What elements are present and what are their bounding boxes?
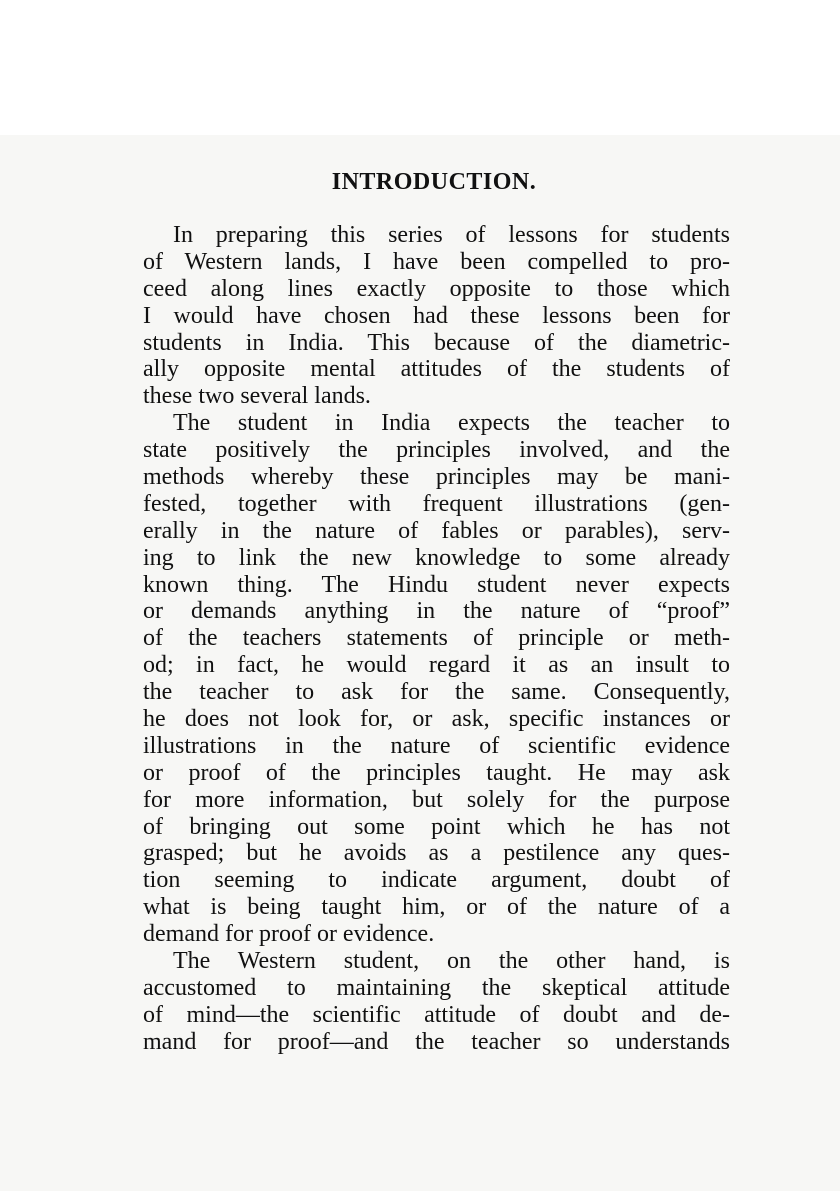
paragraph-3 [143,948,730,1056]
text-line: ally opposite mental attitudes of the students of [143,356,730,383]
paragraph-2 [143,410,730,948]
text-line: of mind—the scientific attitude of doubt and de- [143,1001,730,1028]
text-line: erally in the nature of fables or parables), serv- [143,517,730,544]
text-line: tion seeming to indicate argument, doubt of [143,867,730,894]
text-line: In preparing this series of lessons for students [173,222,730,248]
text-line: of Western lands, I have been compelled to pro- [143,248,730,275]
text-line: he does not look for, or ask, specific instances or [143,706,730,733]
text-line: of bringing out some point which he has not [143,813,730,840]
text-line: or demands anything in the nature of “proof” [143,598,730,625]
text-line: od; in fact, he would regard it as an insult to [143,652,730,679]
text-line: for more information, but solely for the purpose [143,786,730,813]
text-line: illustrations in the nature of scientific evidence [143,732,730,759]
text-line: demand for proof or evidence. [143,921,435,948]
text-line: The student in India expects the teacher to [173,410,730,437]
text-line: grasped; but he avoids as a pestilence any ques- [143,840,730,867]
text-line: or proof of the principles taught. He may ask [143,759,730,786]
chapter-heading: INTRODUCTION. [331,169,537,195]
text-line: ing to link the new knowledge to some already [143,544,730,571]
text-line: known thing. The Hindu student never expects [143,571,730,598]
text-line: methods whereby these principles may be mani- [143,464,730,491]
text-line: mand for proof—and the teacher so understands [143,1028,730,1055]
text-line: of the teachers statements of principle or meth- [143,625,730,652]
text-line: students in India. This because of the diametric- [143,329,730,356]
text-line: ceed along lines exactly opposite to those which [143,275,730,302]
text-line: state positively the principles involved, and the [143,437,730,464]
text-line: The Western student, on the other hand, is [173,948,730,975]
text-line: these two several lands. [143,383,371,410]
text-line: I would have chosen had these lessons been for [143,302,730,329]
chapter-body [143,222,730,1056]
text-line: fested, together with frequent illustrations (gen- [143,490,730,517]
text-line: what is being taught him, or of the nature of a [143,894,730,921]
paragraph-1 [143,222,730,410]
text-line: the teacher to ask for the same. Consequently, [143,679,730,706]
text-line: accustomed to maintaining the skeptical attitude [143,974,730,1001]
